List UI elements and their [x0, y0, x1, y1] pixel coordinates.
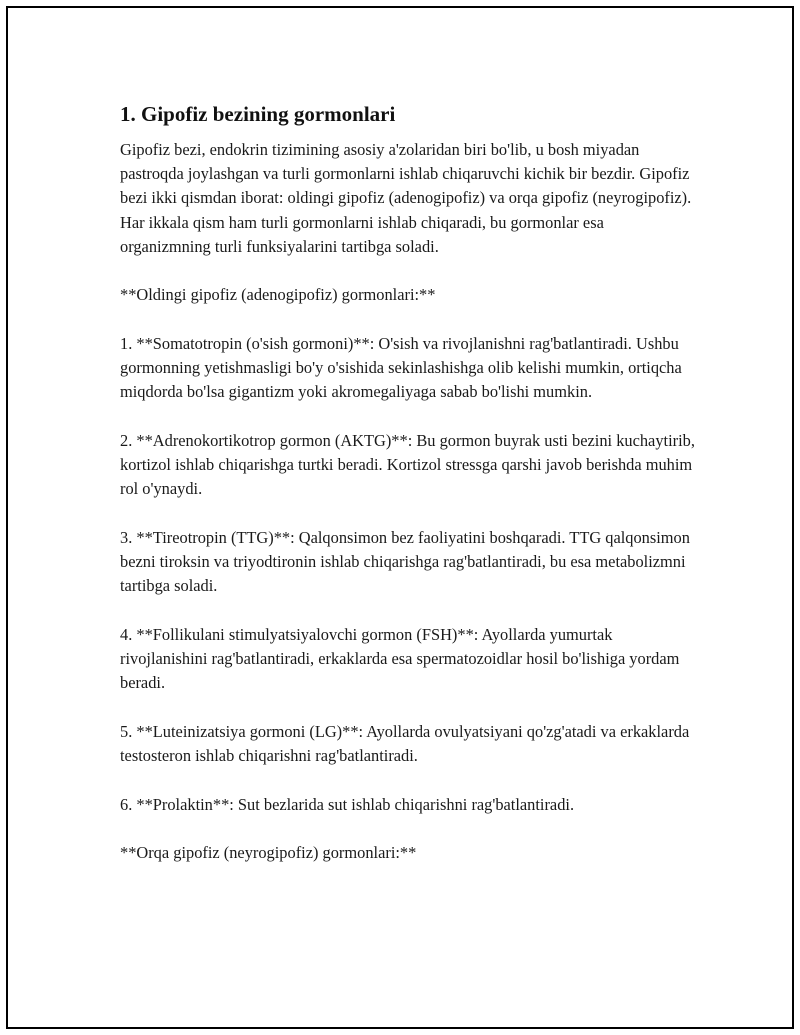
subheading-posterior-pituitary: **Orqa gipofiz (neyrogipofiz) gormonlari:** — [120, 843, 417, 863]
list-item-lg: 5. **Luteinizatsiya gormoni (LG)**: Ayollarda ovulyatsiyani qo'zg'atadi va erkaklarda testosteron ishlab chiqarishni rag'batlantiradi. — [120, 722, 690, 766]
list-item-ttg: 3. **Tireotropin (TTG)**: Qalqonsimon bez faoliyatini boshqaradi. TTG qalqonsimon bezni tiroksin va triyodtironin ishlab chiqarishga rag'batlantiradi, bu esa metabolizmni tartibga soladi. — [120, 528, 690, 596]
list-item-prolactin: 6. **Prolaktin**: Sut bezlarida sut ishlab chiqarishni rag'batlantiradi. — [120, 794, 575, 814]
subheading-anterior-pituitary: **Oldingi gipofiz (adenogipofiz) gormonlari:** — [120, 285, 436, 305]
list-item-somatotropin: 1. **Somatotropin (o'sish gormoni)**: O'sish va rivojlanishni rag'batlantiradi. Ushbu gormonning yetishmasligi bo'y o'sishida sekinlashishga olib kelishi mumkin, ortiqcha miqdorda bo'lsa gigantizm yoki akromegaliyaga sabab bo'lishi mumkin. — [120, 334, 682, 402]
section-heading: 1. Gipofiz bezining gormonlari — [120, 102, 396, 126]
list-item-fsh: 4. **Follikulani stimulyatsiyalovchi gormon (FSH)**: Ayollarda yumurtak rivojlanishini rag'batlantiradi, erkaklarda esa spermatozoidlar hosil bo'lishiga yordam beradi. — [120, 625, 680, 693]
list-item-aktg: 2. **Adrenokortikotrop gormon (AKTG)**: Bu gormon buyrak usti bezini kuchaytirib, kortizol ishlab chiqarishga turtki beradi. Kortizol stressga qarshi javob berishda muhim rol o'ynaydi. — [120, 431, 695, 499]
page-frame — [6, 6, 794, 1029]
document-body — [120, 101, 695, 890]
intro-paragraph: Gipofiz bezi, endokrin tizimining asosiy a'zolaridan biri bo'lib, u bosh miyadan pastroqda joylashgan va turli gormonlarni ishlab chiqaruvchi kichik bir bezdir. Gipofiz bezi ikki qismdan iborat: oldingi gipofiz (adenogipofiz) va orqa gipofiz (neyrogipofiz). Har ikkala qism ham turli gormonlarni ishlab chiqaradi, bu gormonlar esa organizmning turli funksiyalarini tartibga soladi. — [120, 140, 692, 256]
